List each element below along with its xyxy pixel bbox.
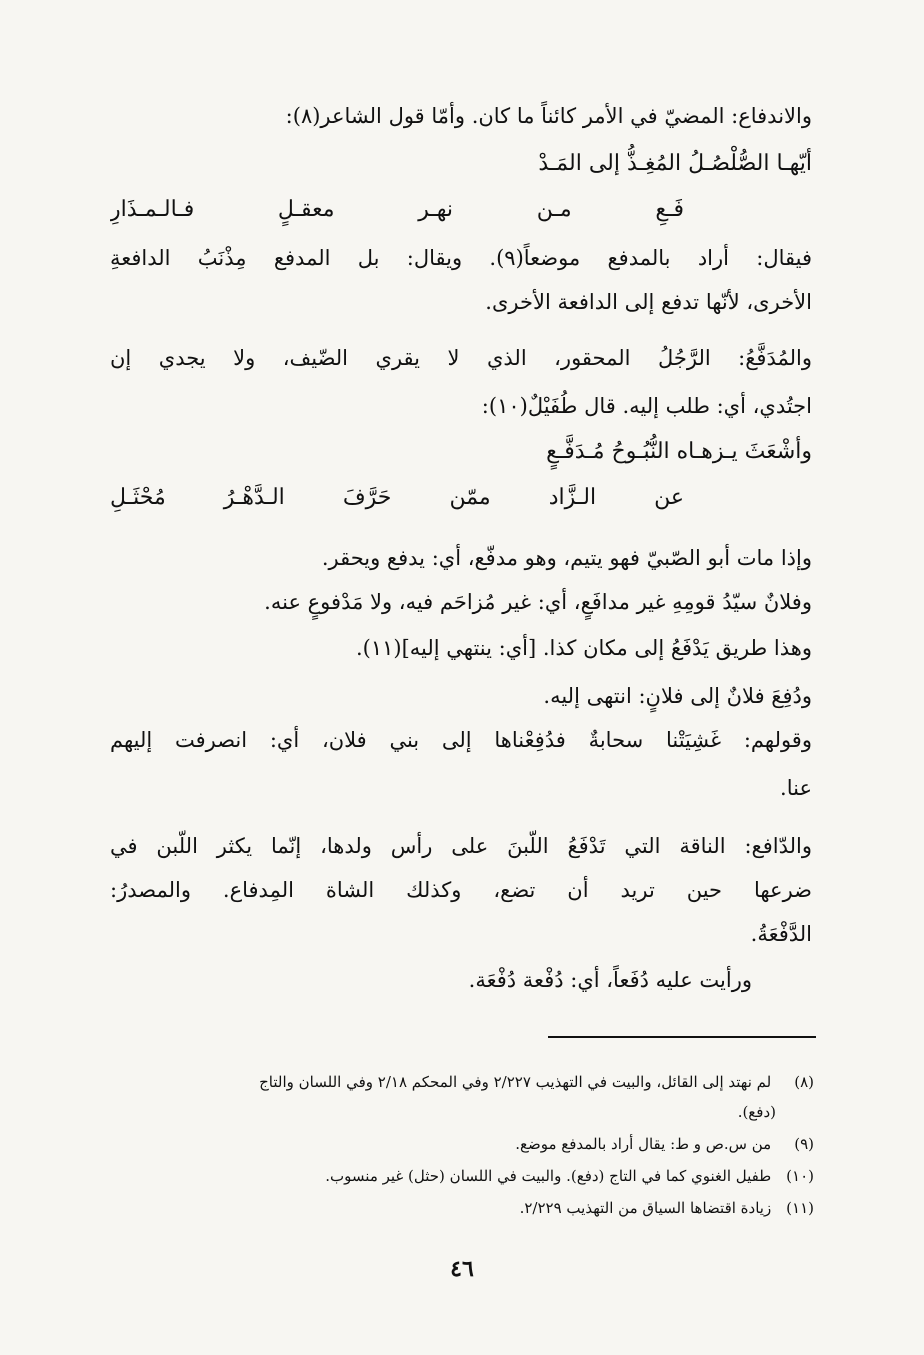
- verse-line: فَـعِ مـن نهـر معقـلٍ فـالـمـذَارِ: [110, 197, 684, 222]
- body-line: ضرعها حين تريد أن تضع، وكذلك الشاة المِدفاع. والمصدرُ:: [110, 878, 812, 902]
- footnote-text: زيادة اقتضاها السياق من التهذيب ٢/٢٢٩.: [519, 1199, 772, 1217]
- body-line: والدّافع: الناقة التي تَدْفَعُ اللّبنَ على رأس ولدها، إنّما يكثر اللّبن في: [110, 834, 812, 858]
- page-number: ٤٦: [450, 1256, 474, 1282]
- footnote-text: طفيل الغنوي كما في التاج (دفع). والبيت في اللسان (حثل) غير منسوب.: [325, 1167, 772, 1185]
- body-line: والمُدَفَّعُ: الرَّجُلُ المحقور، الذي لا يقري الضّيف، ولا يجدي إن: [110, 346, 812, 370]
- footnote-divider: [548, 1036, 816, 1038]
- body-line: اجتُدي، أي: طلب إليه. قال طُفَيْلٌ(١٠):: [481, 394, 812, 418]
- body-line: وهذا طريق يَدْفَعُ إلى مكان كذا. [أي: ينتهي إليه](١١).: [355, 636, 812, 660]
- verse-line: عن الـزَّاد ممّن حَرَّفَ الـدَّهْـرُ مُحْثَـلِ: [110, 485, 684, 510]
- footnote-number: (٨): [794, 1073, 814, 1091]
- body-line: وإذا مات أبو الصّبيّ فهو يتيم، وهو مدفّع، أي: يدفع ويحقر.: [321, 546, 812, 570]
- footnote: [110, 1130, 814, 1158]
- footnote-number: (١١): [786, 1199, 814, 1217]
- body-line: عنا.: [780, 776, 812, 800]
- footnote-number: (٩): [794, 1135, 814, 1153]
- body-line: وفلانٌ سيّدُ قومِهِ غير مدافَعٍ، أي: غير مُزاحَم فيه، ولا مَدْفوعٍ عنه.: [264, 590, 812, 614]
- footnote-text: (دفع).: [737, 1103, 776, 1121]
- body-line: فيقال: أراد بالمدفع موضعاً(٩). ويقال: بل المدفع مِذْنَبُ الدافعةِ: [110, 246, 812, 270]
- body-line: وقولهم: غَشِيَتْنا سحابةٌ فدُفِعْناها إلى بني فلان، أي: انصرفت إليهم: [110, 728, 812, 752]
- body-line: ودُفِعَ فلانٌ إلى فلانٍ: انتهى إليه.: [543, 684, 812, 708]
- body-line: الدَّفْعَةُ.: [750, 922, 812, 946]
- verse-line: وأشْعَثَ يـزهـاه النُّبُـوحُ مُـدَفَّـعٍ: [546, 439, 812, 464]
- body-line: ورأيت عليه دُفَعاً، أي: دُفْعة دُفْعَة.: [468, 968, 752, 992]
- footnote-continuation: [110, 1098, 776, 1126]
- verse-line: أيّهـا الصُّلْصُـلُ المُغِـذُّ إلى المَـدْ: [538, 151, 812, 176]
- footnote-text: لم نهتد إلى القائل، والبيت في التهذيب ٢/٢٢٧ وفي المحكم ٢/١٨ وفي اللسان والتاج: [259, 1073, 772, 1091]
- body-line: والاندفاع: المضيّ في الأمر كائناً ما كان. وأمّا قول الشاعر(٨):: [285, 104, 812, 128]
- footnote-number: (١٠): [786, 1167, 814, 1185]
- footnote: [110, 1194, 814, 1222]
- footnote: [110, 1068, 814, 1096]
- body-line: الأخرى، لأنّها تدفع إلى الدافعة الأخرى.: [485, 290, 812, 314]
- footnote: [110, 1162, 814, 1190]
- footnote-text: من س.ص و ط: يقال أراد بالمدفع موضع.: [515, 1135, 772, 1153]
